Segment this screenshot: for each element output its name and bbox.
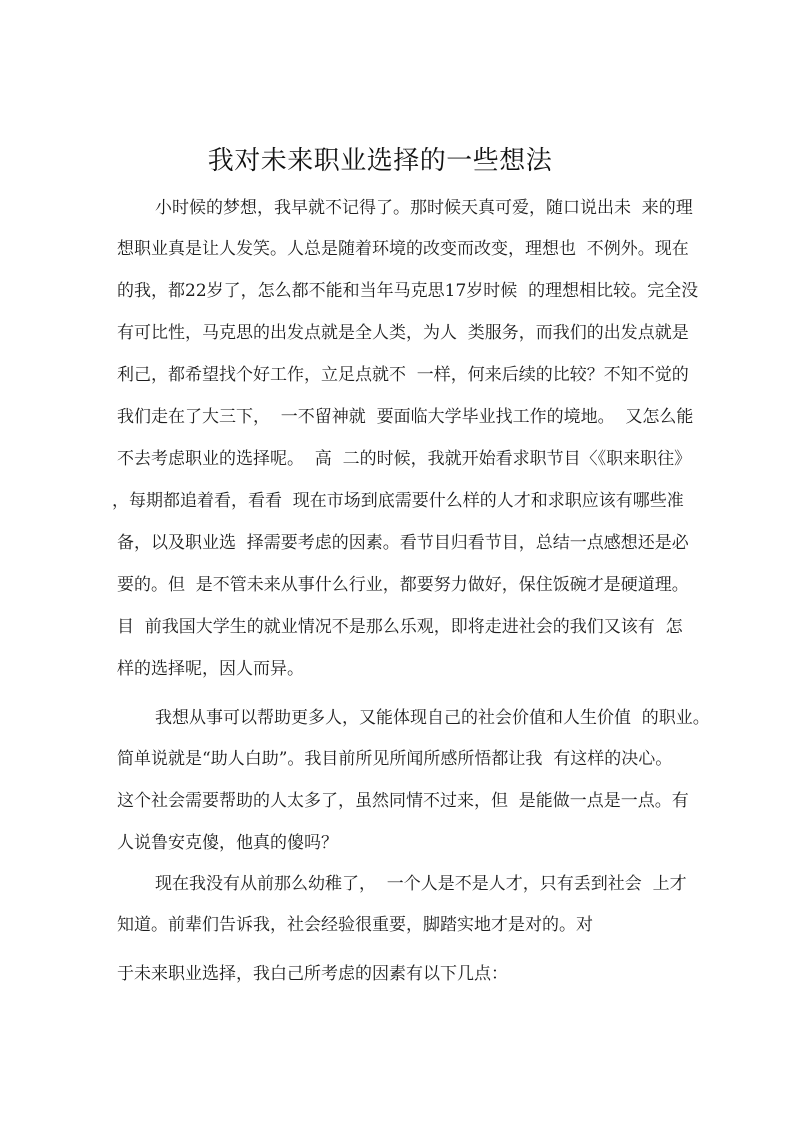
body-line-12: 样的选择呢，因人而异。 xyxy=(117,659,304,679)
body-line-16: 人说鲁安克傻，他真的傻吗？ xyxy=(117,833,338,853)
body-line-19: 于未来职业选择，我白己所考虑的因素有以下几点： xyxy=(117,964,508,984)
body-line-5: 利己，都希望找个好工作，立足点就不 一样，何来后续的比较？不知不觉的 xyxy=(117,365,689,385)
body-line-4: 有可比性，马克思的出发点就是全人类，为人 类服务，而我们的出发点就是 xyxy=(117,323,689,343)
document-title: 我对未来职业选择的一些想法 xyxy=(207,146,553,176)
body-line-1: 小时候的梦想，我早就不记得了。那时候天真可爱，随口说出未 来的理 xyxy=(155,198,693,218)
body-line-9: 备，以及职业选 择需要考虑的因素。看节目归看节目，总结一点感想还是必 xyxy=(117,533,689,553)
body-line-14: 简单说就是“助人白助”。我目前所见所闻所感所悟都让我 有这样的决心。 xyxy=(117,749,673,769)
body-line-17: 现在我没有从前那么幼稚了， 一个人是不是人才，只有丢到社会 上才 xyxy=(155,874,687,894)
body-line-15: 这个社会需要帮助的人太多了，虽然同情不过来，但 是能做一点是一点。有 xyxy=(117,791,689,811)
body-line-8: ，每期都追着看，看看 现在市场到底需要什么样的人才和求职应该有哪些准 xyxy=(112,491,684,511)
body-line-7: 不去考虑职业的选择呢。 高 二的时候，我就开始看求职节目〈《职来职往》 xyxy=(117,449,692,469)
body-line-11: 目 前我国大学生的就业情况不是那么乐观，即将走进社会的我们又该有 怎 xyxy=(117,617,683,637)
body-line-18: 知道。前辈们告诉我，社会经验很重要，脚踏实地才是对的。对 xyxy=(117,915,593,935)
body-line-3: 的我，都22岁了，怎么都不能和当年马克思17岁时候 的理想相比较。完全没 xyxy=(117,281,699,301)
body-line-10: 要的。但 是不管未来从事什么行业，都要努力做好，保住饭碗才是硬道理。 xyxy=(117,575,689,595)
body-line-13: 我想从事可以帮助更多人，又能体现自己的社会价值和人生价值 的职业。 xyxy=(155,708,710,728)
body-line-2: 想职业真是让人发笑。人总是随着环境的改变而改变，理想也 不例外。现在 xyxy=(117,239,689,259)
body-line-6: 我们走在了大三下， 一不留神就 要面临大学毕业找工作的境地。 又怎么能 xyxy=(117,407,694,427)
